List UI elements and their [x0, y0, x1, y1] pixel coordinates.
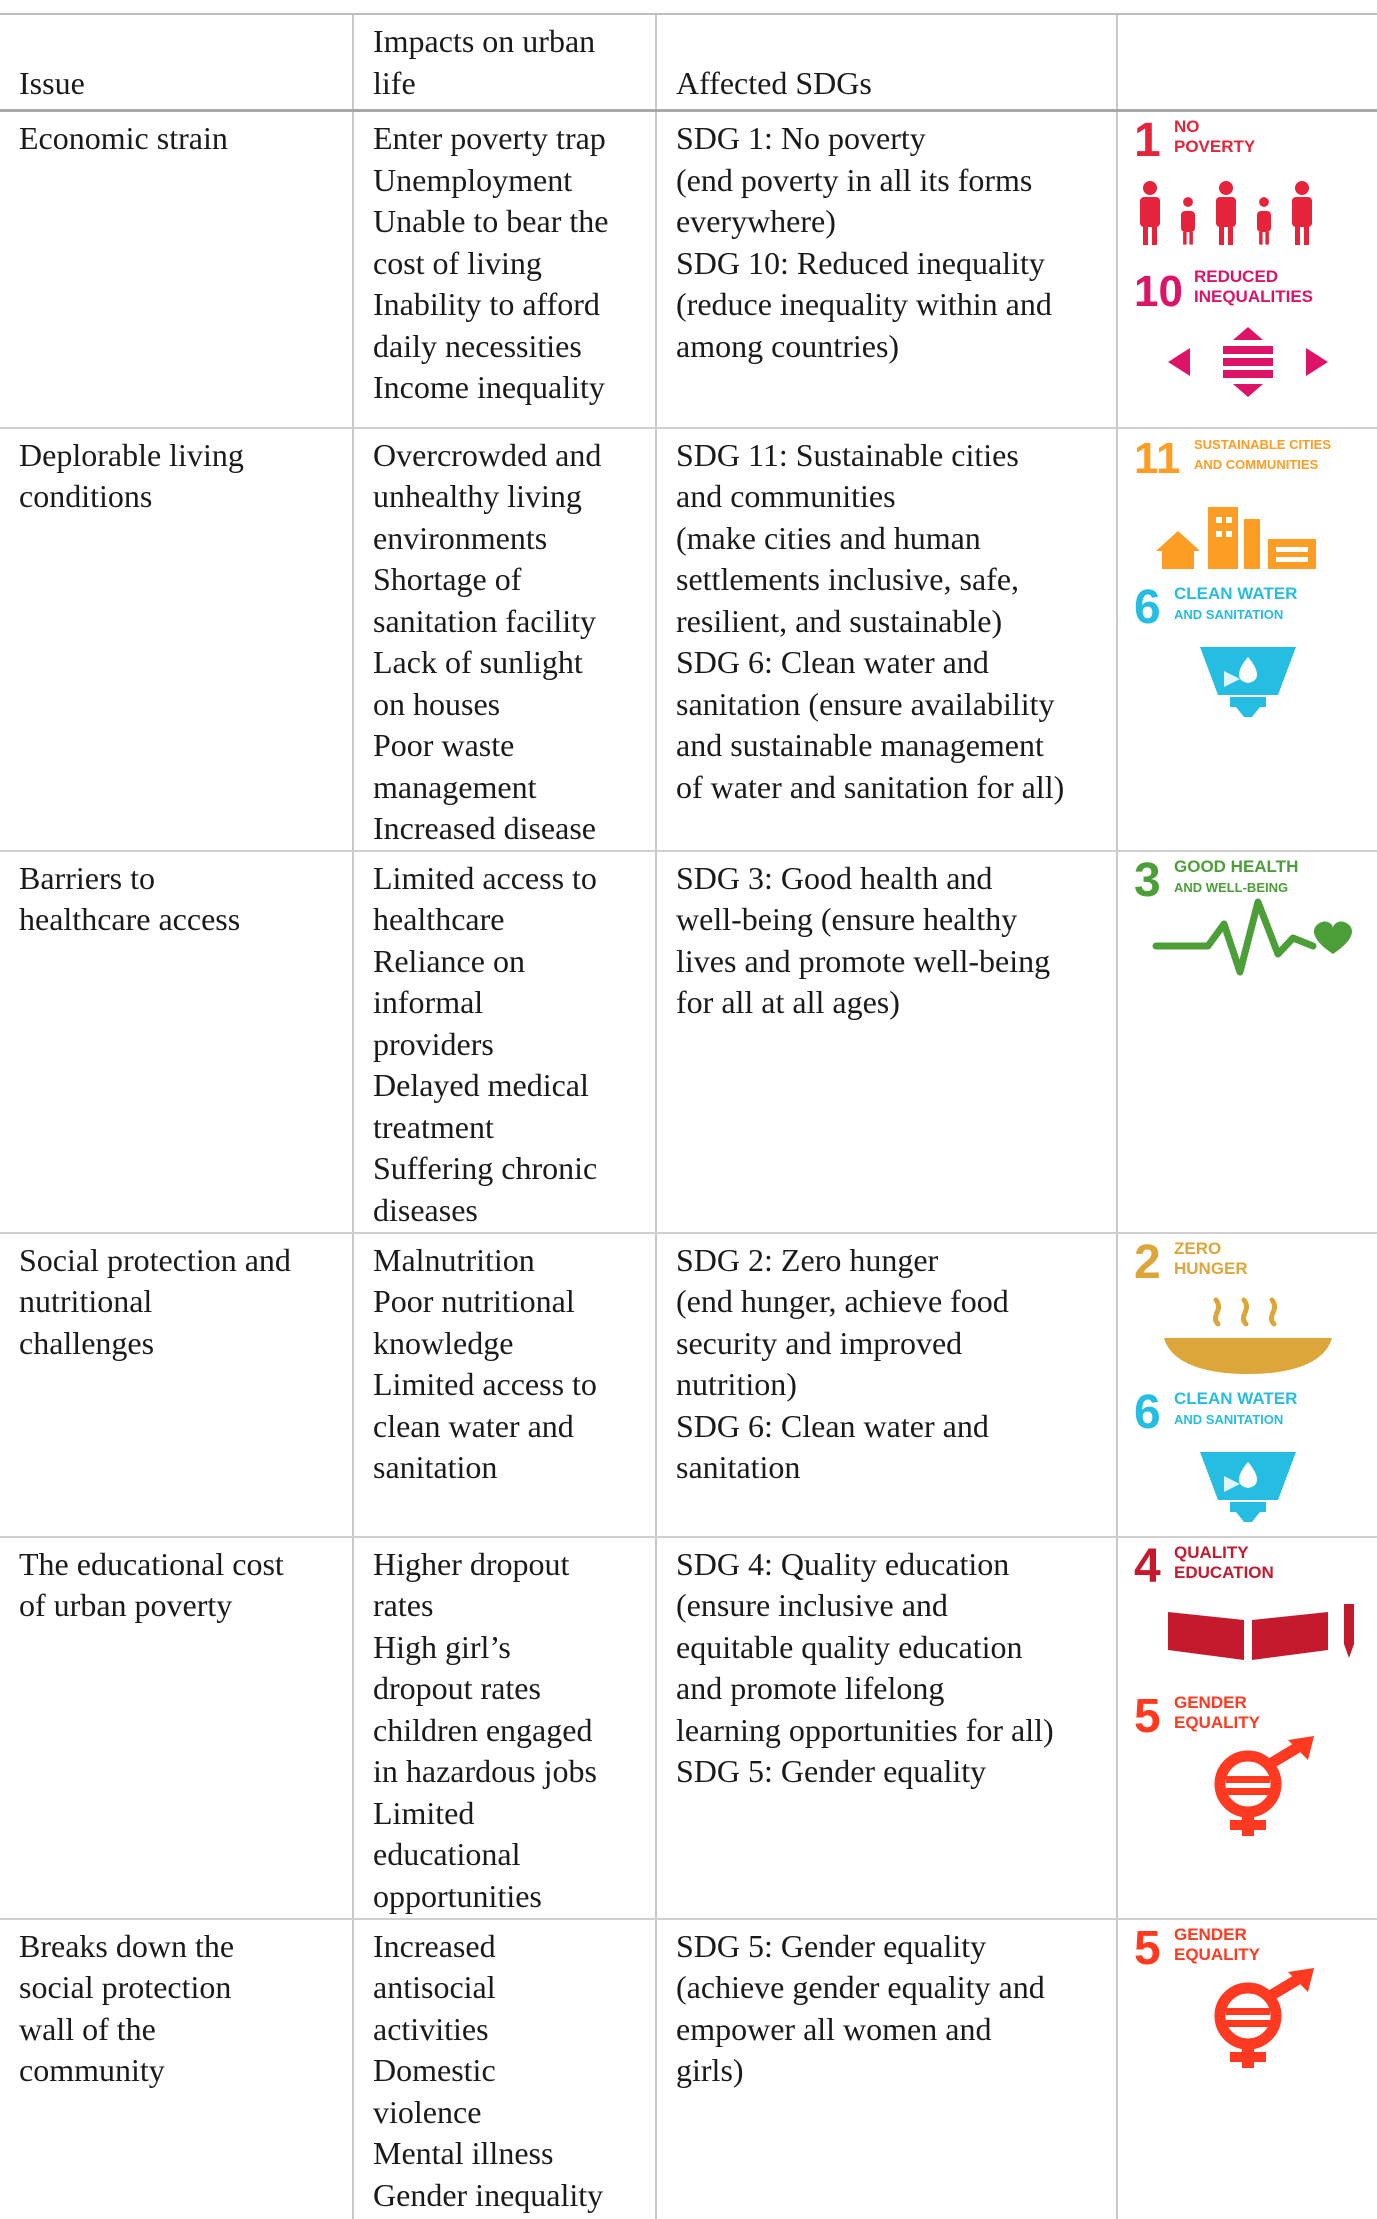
text-line: Affected SDGs: [676, 64, 872, 101]
sdg-icons-cell: [1117, 1537, 1377, 1919]
text-line: Reliance on: [373, 942, 525, 979]
no-poverty-icon: [1128, 114, 1373, 264]
text-line: social protection: [19, 1969, 232, 2005]
text-line: Impacts on urban: [373, 23, 596, 59]
text-line: Breaks down the: [19, 1927, 235, 1964]
good-health-icon: [1128, 854, 1373, 1004]
sdg-icons-cell: [1117, 1919, 1377, 2219]
text-line: Increased: [373, 1927, 496, 1964]
sdgs-cell: [656, 1537, 1117, 1919]
sdg-title-line: HUNGER: [1174, 1258, 1248, 1278]
text-line: SDG 1: No poverty: [676, 120, 926, 156]
sdg-number: 11: [1134, 433, 1181, 483]
sdg-title-line: EQUALITY: [1174, 1944, 1260, 1964]
text-line: Malnutrition: [373, 1241, 535, 1278]
text-line: Poor nutritional: [373, 1283, 575, 1319]
text-line: Social protection and: [19, 1241, 291, 1278]
text-line: everywhere): [676, 203, 836, 239]
sdgs-cell: [656, 851, 1117, 1233]
text-line: Inability to afford: [373, 286, 600, 322]
text-line: conditions: [19, 478, 153, 514]
header-impacts: [353, 14, 656, 111]
sdg-title-line: AND COMMUNITIES: [1194, 456, 1319, 472]
text-line: sanitation (ensure availability: [676, 685, 1055, 722]
text-line: Poor waste: [373, 727, 515, 763]
table-row: [0, 851, 1377, 1233]
sdg-title-line: CLEAN WATER: [1174, 583, 1298, 603]
text-line: Limited access to: [373, 859, 597, 896]
text-line: unhealthy living: [373, 478, 582, 514]
text-line: and promote lifelong: [676, 1670, 945, 1706]
text-line: Barriers to: [19, 859, 155, 896]
text-line: community: [19, 2052, 165, 2088]
text-line: nutritional: [19, 1283, 153, 1319]
sdg-title-line: AND SANITATION: [1174, 606, 1284, 622]
sdg-pictogram: [1140, 181, 1312, 245]
text-line: SDG 6: Clean water and: [676, 1407, 989, 1444]
table-row: [0, 111, 1377, 428]
table-row: [0, 1919, 1377, 2219]
header-icons: [1117, 14, 1377, 111]
text-line: SDG 10: Reduced inequality: [676, 244, 1045, 281]
sdg-title-line: NO: [1174, 117, 1200, 136]
text-line: SDG 4: Quality education: [676, 1545, 1010, 1582]
sdg-title-line: GENDER: [1174, 1924, 1247, 1944]
text-line: of water and sanitation for all): [676, 768, 1065, 805]
text-line: well-being (ensure healthy: [676, 901, 1018, 937]
sdg-icons-cell: [1117, 111, 1377, 428]
quality-education-icon: [1128, 1540, 1373, 1690]
text-line: knowledge: [373, 1324, 514, 1361]
impacts-cell: [353, 111, 656, 428]
text-line: SDG 6: Clean water and: [676, 644, 989, 680]
text-line: and sustainable management: [676, 727, 1044, 763]
sdg-title-line: REDUCED: [1194, 267, 1279, 286]
text-line: (end poverty in all its forms: [676, 161, 1033, 198]
header-sdgs: [656, 14, 1117, 111]
impacts-cell: [353, 851, 656, 1233]
text-line: antisocial: [373, 1969, 496, 2005]
text-line: clean water and: [373, 1407, 574, 1444]
sdg-title-line: GOOD HEALTH: [1174, 856, 1299, 876]
text-line: daily necessities: [373, 327, 582, 364]
sdg-pictogram: [1164, 1300, 1332, 1374]
sdg-pictogram: [1220, 1736, 1314, 1836]
issue-cell: [0, 1537, 353, 1919]
sdg-pictogram: [1200, 1452, 1296, 1522]
reduced-inequalities-icon: [1128, 264, 1373, 414]
text-line: providers: [373, 1025, 494, 1062]
sdg-pictogram: [1220, 1968, 1314, 2068]
text-line: settlements inclusive, safe,: [676, 561, 1020, 597]
issue-cell: [0, 428, 353, 851]
sdg-number: 10: [1134, 267, 1183, 316]
text-line: Overcrowded and: [373, 436, 602, 473]
issue-cell: [0, 111, 353, 428]
sdg-title-line: AND WELL-BEING: [1174, 879, 1289, 895]
text-line: life: [373, 64, 416, 101]
sdgs-cell: [656, 1919, 1117, 2219]
impacts-cell: [353, 1233, 656, 1537]
sdg-number: 5: [1134, 1921, 1161, 1975]
sustainable-cities-icon: [1128, 431, 1373, 581]
clean-water-icon: [1128, 1386, 1373, 1536]
sdg-number: 6: [1134, 1385, 1161, 1439]
text-line: SDG 3: Good health and: [676, 859, 993, 896]
text-line: (ensure inclusive and: [676, 1587, 948, 1623]
text-line: (make cities and human: [676, 519, 981, 556]
text-line: equitable quality education: [676, 1628, 1023, 1665]
text-line: Increased disease: [373, 810, 596, 846]
text-line: Shortage of: [373, 561, 522, 597]
sdg-impact-table: [0, 13, 1377, 2219]
sdg-pictogram: [1156, 507, 1316, 569]
text-line: children engaged: [373, 1711, 593, 1748]
text-line: in hazardous jobs: [373, 1753, 597, 1789]
sdg-title-line: ZERO: [1174, 1238, 1222, 1258]
text-line: diseases: [373, 1191, 478, 1228]
sdgs-cell: [656, 1233, 1117, 1537]
text-line: empower all women and: [676, 2010, 992, 2047]
clean-water-icon: [1128, 581, 1373, 731]
table-row: [0, 1537, 1377, 1919]
text-line: educational: [373, 1836, 521, 1872]
text-line: (achieve gender equality and: [676, 1969, 1045, 2005]
text-line: SDG 5: Gender equality: [676, 1753, 987, 1789]
sdg-title-line: EQUALITY: [1174, 1712, 1260, 1732]
sdg-pictogram: [1168, 327, 1328, 397]
sdg-pictogram: [1156, 902, 1352, 972]
sdg-number: 3: [1134, 853, 1161, 907]
text-line: sanitation: [676, 1449, 801, 1485]
sdg-title-line: INEQUALITIES: [1194, 287, 1314, 306]
text-line: Lack of sunlight: [373, 644, 583, 680]
text-line: Economic strain: [19, 120, 228, 156]
text-line: dropout rates: [373, 1670, 541, 1706]
header-row: [0, 14, 1377, 111]
zero-hunger-icon: [1128, 1236, 1373, 1386]
text-line: (end hunger, achieve food: [676, 1283, 1009, 1319]
sdg-title-line: QUALITY: [1174, 1542, 1249, 1562]
text-line: on houses: [373, 685, 501, 722]
issue-cell: [0, 1919, 353, 2219]
text-line: environments: [373, 519, 548, 556]
sdg-pictogram: [1168, 1604, 1354, 1660]
text-line: violence: [373, 2093, 482, 2130]
text-line: lives and promote well-being: [676, 942, 1051, 979]
text-line: challenges: [19, 1324, 155, 1361]
text-line: Suffering chronic: [373, 1150, 598, 1186]
header-issue: [0, 14, 353, 111]
text-line: The educational cost: [19, 1545, 284, 1582]
text-line: nutrition): [676, 1366, 797, 1402]
text-line: healthcare access: [19, 901, 241, 937]
impacts-cell: [353, 1919, 656, 2219]
sdg-title-line: GENDER: [1174, 1692, 1247, 1712]
table-row: [0, 428, 1377, 851]
sdg-number: 1: [1134, 114, 1161, 167]
text-line: Limited access to: [373, 1366, 597, 1402]
sdg-number: 2: [1134, 1235, 1161, 1289]
text-line: sanitation facility: [373, 602, 597, 639]
sdg-icons-cell: [1117, 1233, 1377, 1537]
issue-cell: [0, 1233, 353, 1537]
text-line: Income inequality: [373, 369, 605, 405]
sdgs-cell: [656, 428, 1117, 851]
text-line: sanitation: [373, 1449, 498, 1485]
text-line: cost of living: [373, 244, 542, 281]
sdg-title-line: EDUCATION: [1174, 1562, 1274, 1582]
text-line: Gender inequality: [373, 2176, 604, 2213]
text-line: Issue: [19, 64, 85, 101]
text-line: Mental illness: [373, 2135, 554, 2171]
text-line: among countries): [676, 327, 900, 364]
text-line: for all at all ages): [676, 984, 900, 1020]
sdgs-cell: [656, 111, 1117, 428]
text-line: Domestic: [373, 2052, 496, 2088]
text-line: treatment: [373, 1108, 494, 1145]
sdg-number: 4: [1134, 1539, 1161, 1593]
impacts-cell: [353, 1537, 656, 1919]
sdg-title-line: AND SANITATION: [1174, 1411, 1284, 1427]
sdg-icons-cell: [1117, 851, 1377, 1233]
text-line: Delayed medical: [373, 1067, 589, 1103]
text-line: SDG 11: Sustainable cities: [676, 436, 1019, 473]
text-line: SDG 5: Gender equality: [676, 1927, 987, 1964]
text-line: girls): [676, 2052, 744, 2088]
sdg-number: 6: [1134, 580, 1161, 634]
text-line: activities: [373, 2010, 489, 2047]
sdg-title-line: CLEAN WATER: [1174, 1388, 1298, 1408]
text-line: opportunities: [373, 1877, 542, 1914]
text-line: (reduce inequality within and: [676, 286, 1052, 322]
text-line: Unable to bear the: [373, 203, 609, 239]
sdg-icons-cell: [1117, 428, 1377, 851]
impacts-cell: [353, 428, 656, 851]
text-line: and communities: [676, 478, 896, 514]
text-line: security and improved: [676, 1324, 963, 1361]
text-line: Higher dropout: [373, 1545, 570, 1582]
text-line: Unemployment: [373, 161, 573, 198]
gender-equality-icon: [1128, 1690, 1373, 1840]
sdg-number: 5: [1134, 1689, 1161, 1743]
text-line: healthcare: [373, 901, 505, 937]
text-line: SDG 2: Zero hunger: [676, 1241, 939, 1278]
text-line: Deplorable living: [19, 436, 244, 473]
table-row: [0, 1233, 1377, 1537]
sdg-title-line: POVERTY: [1174, 137, 1256, 156]
sdg-pictogram: [1200, 647, 1296, 717]
text-line: High girl’s: [373, 1628, 511, 1665]
text-line: Limited: [373, 1794, 475, 1831]
text-line: resilient, and sustainable): [676, 602, 1003, 639]
text-line: Enter poverty trap: [373, 120, 606, 156]
text-line: rates: [373, 1587, 434, 1623]
text-line: wall of the: [19, 2010, 156, 2047]
text-line: management: [373, 768, 537, 805]
issue-cell: [0, 851, 353, 1233]
sdg-title-line: SUSTAINABLE CITIES: [1194, 436, 1331, 452]
text-line: learning opportunities for all): [676, 1711, 1054, 1748]
gender-equality-icon: [1128, 1922, 1373, 2072]
text-line: of urban poverty: [19, 1587, 233, 1623]
text-line: informal: [373, 984, 484, 1020]
